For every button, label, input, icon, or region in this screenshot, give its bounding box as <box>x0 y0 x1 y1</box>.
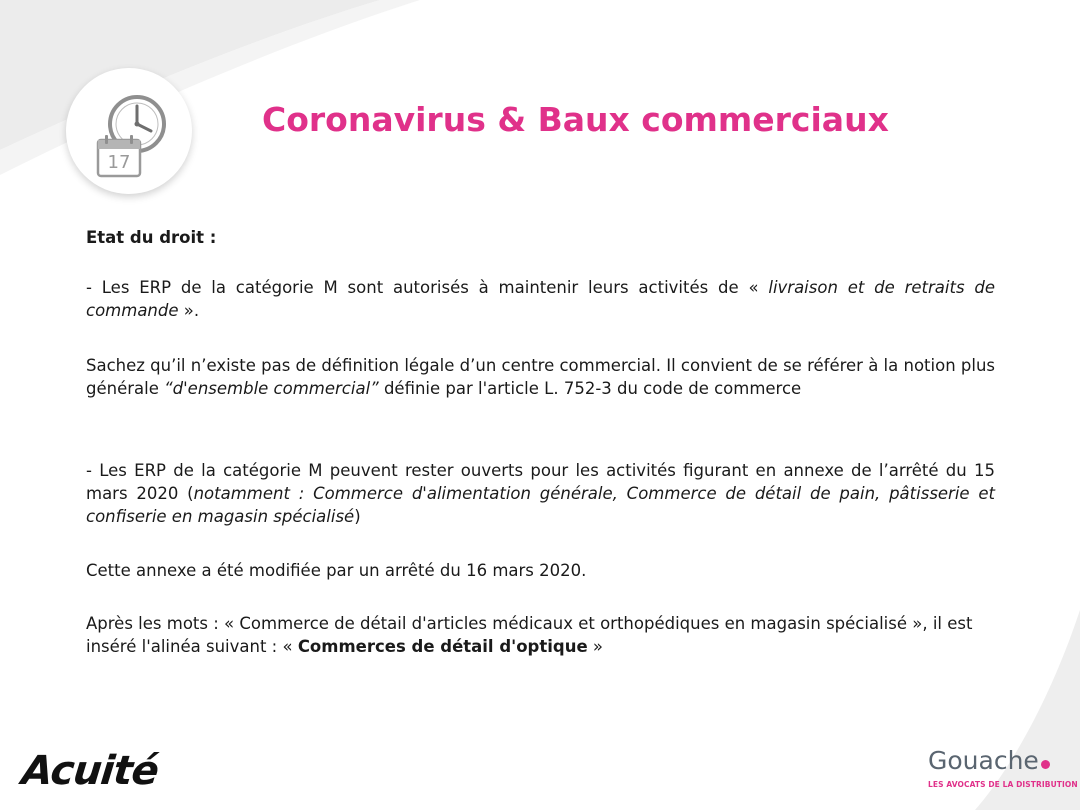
paragraph-text: ». <box>178 301 200 320</box>
gouache-logo <box>928 746 1078 790</box>
paragraph-text: » <box>587 637 603 656</box>
emphasis-text: livraison et de retraits de commande <box>86 278 995 320</box>
section-heading: Etat du droit : <box>86 228 217 247</box>
gouache-wordmark <box>928 746 1074 776</box>
gouache-dot-icon <box>1041 760 1050 769</box>
acuite-logo: Acuité <box>19 748 161 794</box>
bold-text: Commerces de détail d'optique <box>297 637 588 656</box>
clock-calendar-icon <box>66 68 192 194</box>
gouache-name: Gouache <box>928 746 1039 775</box>
paragraph-text: Après les mots : « Commerce de détail d'articles médicaux et orthopédiques en magasin spécialisé », il est inséré l'alinéa suivant : « <box>86 614 973 656</box>
slide-body <box>86 226 995 658</box>
slide-title: Coronavirus & Baux commerciaux <box>262 100 889 139</box>
paragraph-centre-commercial <box>86 354 995 400</box>
paragraph-arrete-15-mars <box>86 459 995 528</box>
paragraph-annexe-modifiee: Cette annexe a été modifiée par un arrêté du 16 mars 2020. <box>86 561 587 580</box>
paragraph-text: Sachez qu’il n’existe pas de définition légale d’un centre commercial. Il convient de se référer à la notion plus générale <box>86 356 996 398</box>
paragraph-optique <box>86 612 995 658</box>
emphasis-text: notamment : Commerce d'alimentation générale, Commerce de détail de pain, pâtisserie et confiserie en magasin spécialisé <box>86 484 995 526</box>
paragraph-text: ) <box>354 507 361 526</box>
emphasis-text: “d'ensemble commercial” <box>164 379 379 398</box>
paragraph-text: définie par l'article L. 752-3 du code de commerce <box>378 379 802 398</box>
gouache-tagline: LES AVOCATS DE LA DISTRIBUTION <box>928 780 1078 789</box>
calendar-day-number: 17 <box>107 152 131 173</box>
paragraph-text: - Les ERP de la catégorie M peuvent rester ouverts pour les activités figurant en annexe de l’arrêté du 15 mars 2020 ( <box>86 461 995 503</box>
paragraph-livraison <box>86 276 995 322</box>
paragraph-text: - Les ERP de la catégorie M sont autorisés à maintenir leurs activités de « <box>86 278 769 297</box>
clock-calendar-badge <box>66 68 192 194</box>
